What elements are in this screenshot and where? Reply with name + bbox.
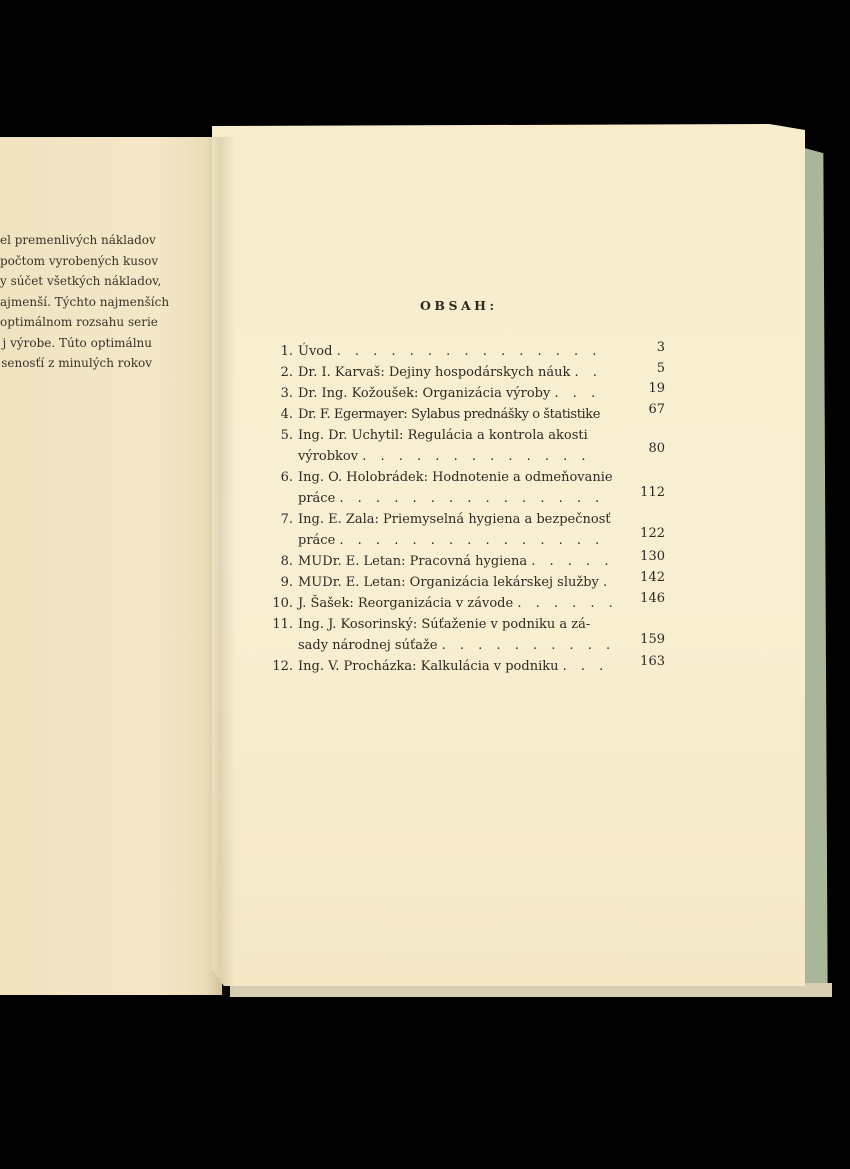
left-line: ajmenší. Týchto najmenších bbox=[0, 294, 170, 309]
dot-leader: . . . . . bbox=[531, 554, 614, 569]
entry-text: Dr. I. Karvaš: Dejiny hospodárskych náuk bbox=[298, 365, 571, 380]
entry-text: sady národnej súťaže bbox=[298, 638, 438, 653]
entry-number: 11. bbox=[272, 617, 293, 632]
toc-entry bbox=[270, 402, 665, 427]
left-line: senosťí z minulých rokov bbox=[1, 356, 152, 370]
dot-leader: . . . . . . . . . . . . . bbox=[362, 449, 591, 464]
entry-number: 1. bbox=[280, 344, 293, 359]
entry-title-continued bbox=[298, 638, 615, 653]
left-page-text bbox=[0, 230, 170, 374]
toc-entry bbox=[270, 591, 665, 616]
entry-title bbox=[298, 428, 588, 443]
entry-text: Dr. F. Egermayer: Sylabus prednášky o štatistike bbox=[298, 407, 601, 422]
left-line: optimálnom rozsahu serie bbox=[0, 315, 158, 329]
entry-text: Ing. Dr. Uchytil: Regulácia a kontrola akosti bbox=[298, 428, 588, 443]
entry-text: Ing. O. Holobrádek: Hodnotenie a odmeňovanie bbox=[298, 470, 613, 485]
entry-text: Ing. J. Kosorinský: Súťaženie v podniku a zá- bbox=[298, 617, 591, 632]
entry-title bbox=[298, 596, 618, 611]
entry-page: 159 bbox=[640, 632, 665, 647]
toc-entry bbox=[270, 512, 665, 548]
book-gutter bbox=[206, 137, 236, 995]
entry-text: výrobkov bbox=[298, 449, 359, 464]
entry-page: 19 bbox=[648, 381, 665, 396]
toc-entry bbox=[270, 361, 665, 385]
entry-title bbox=[298, 512, 611, 527]
entry-text: Dr. Ing. Kožoušek: Organizácia výroby bbox=[298, 386, 551, 401]
left-line: el premenlivých nákladov bbox=[0, 233, 156, 247]
toc-entry bbox=[270, 428, 665, 464]
entry-text: Ing. V. Procházka: Kalkulácia v podniku bbox=[298, 659, 559, 674]
entry-text: Ing. E. Zala: Priemyselná hygiena a bezpečnosť bbox=[298, 512, 611, 527]
entry-title bbox=[298, 344, 601, 359]
entry-title-continued bbox=[298, 449, 591, 464]
entry-text: J. Šašek: Reorganizácia v závode bbox=[298, 596, 514, 611]
toc-entry bbox=[270, 617, 665, 653]
entry-number: 3. bbox=[280, 386, 293, 401]
entry-text: MUDr. E. Letan: Organizácia lekárskej služby bbox=[298, 575, 599, 590]
left-line: j výrobe. Túto optimálnu bbox=[2, 335, 152, 350]
entry-title bbox=[298, 386, 600, 401]
dot-leader: . . bbox=[574, 365, 602, 380]
entry-text: práce bbox=[298, 491, 336, 506]
entry-page: 163 bbox=[640, 654, 665, 669]
entry-number: 12. bbox=[272, 659, 293, 674]
entry-page: 67 bbox=[648, 402, 665, 417]
entry-number: 7. bbox=[280, 512, 293, 527]
entry-title bbox=[298, 407, 600, 422]
entry-page: 122 bbox=[640, 526, 665, 541]
left-line: y súčet všetkých nákladov, bbox=[0, 274, 162, 288]
entry-number: 6. bbox=[280, 470, 293, 485]
dot-leader: . . . . . . . . . . . . . . . bbox=[339, 533, 605, 548]
entry-page: 142 bbox=[640, 570, 665, 585]
entry-text: MUDr. E. Letan: Pracovná hygiena bbox=[298, 554, 528, 569]
toc-entry bbox=[270, 654, 665, 679]
entry-number: 9. bbox=[280, 575, 293, 590]
toc-entry bbox=[270, 549, 665, 574]
entry-title bbox=[298, 470, 613, 485]
entry-title bbox=[298, 365, 602, 380]
dot-leader: . . . bbox=[562, 659, 609, 674]
entry-page: 146 bbox=[640, 591, 665, 606]
entry-number: 4. bbox=[280, 407, 293, 422]
dot-leader: . . . . . . . . . . . . . . . bbox=[336, 344, 602, 359]
dot-leader: . bbox=[603, 575, 613, 590]
contents-title: OBSAH: bbox=[420, 298, 498, 313]
entry-title bbox=[298, 617, 590, 632]
toc-entry bbox=[270, 340, 665, 364]
dot-leader: . . . bbox=[554, 386, 601, 401]
entry-number: 5. bbox=[280, 428, 293, 443]
entry-page: 112 bbox=[640, 485, 665, 500]
entry-page: 80 bbox=[648, 441, 665, 456]
dot-leader: . . . . . . . . . . . . . . . bbox=[339, 491, 605, 506]
entry-page: 3 bbox=[656, 340, 665, 355]
entry-title bbox=[298, 554, 613, 569]
entry-number: 8. bbox=[280, 554, 293, 569]
entry-number: 10. bbox=[272, 596, 293, 611]
dot-leader: . . . . . . . . . . bbox=[441, 638, 616, 653]
entry-title-continued bbox=[298, 491, 604, 506]
toc-entry bbox=[270, 570, 665, 595]
entry-text: práce bbox=[298, 533, 336, 548]
left-line: počtom vyrobených kusov bbox=[0, 253, 159, 268]
entry-title bbox=[298, 659, 608, 674]
entry-text: Úvod bbox=[298, 344, 333, 359]
entry-page: 5 bbox=[656, 361, 665, 376]
dot-leader: . . . . . . bbox=[517, 596, 618, 611]
entry-title bbox=[298, 575, 612, 590]
toc-entry bbox=[270, 470, 665, 506]
entry-number: 2. bbox=[280, 365, 293, 380]
entry-page: 130 bbox=[640, 549, 665, 564]
entry-title-continued bbox=[298, 533, 604, 548]
toc-entry bbox=[270, 381, 665, 406]
